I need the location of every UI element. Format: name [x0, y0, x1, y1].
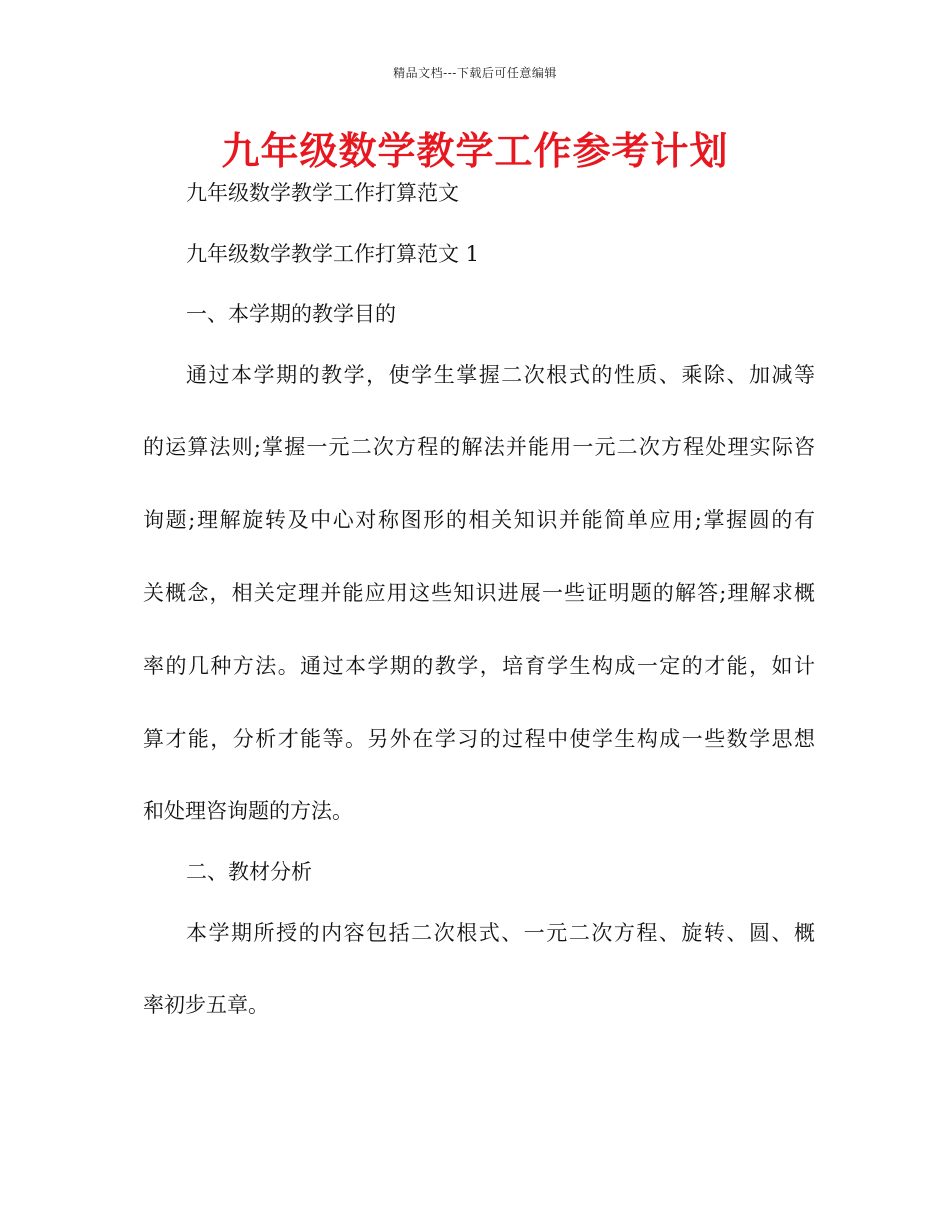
- paragraph-line: 询题;理解旋转及中心对称图形的相关知识并能简单应用;掌握圆的有: [143, 508, 815, 532]
- paragraph-line: 通过本学期的教学，使学生掌握二次根式的性质、乘除、加减等: [186, 363, 815, 387]
- paragraph-line: 和处理咨询题的方法。: [143, 799, 353, 823]
- paragraph-line: 率的几种方法。通过本学期的教学，培育学生构成一定的才能，如计: [143, 654, 815, 678]
- document-title: 九年级数学教学工作参考计划: [221, 129, 729, 173]
- subtitle: 九年级数学教学工作打算范文: [186, 181, 459, 205]
- section-heading-goals: 一、本学期的教学目的: [186, 302, 396, 326]
- paragraph-line: 本学期所授的内容包括二次根式、一元二次方程、旋转、圆、概: [186, 921, 815, 945]
- paragraph-line: 的运算法则;掌握一元二次方程的解法并能用一元二次方程处理实际咨: [143, 435, 815, 459]
- paragraph-line: 关概念，相关定理并能应用这些知识进展一些证明题的解答;理解求概: [143, 581, 815, 605]
- section-heading-materials: 二、教材分析: [186, 860, 312, 884]
- page-header: 精品文档---下载后可任意编辑: [393, 66, 557, 80]
- paragraph-line: 率初步五章。: [143, 993, 269, 1017]
- paragraph-line: 算才能，分析才能等。另外在学习的过程中使学生构成一些数学思想: [143, 727, 815, 751]
- subtitle-1: 九年级数学教学工作打算范文 1: [186, 242, 480, 266]
